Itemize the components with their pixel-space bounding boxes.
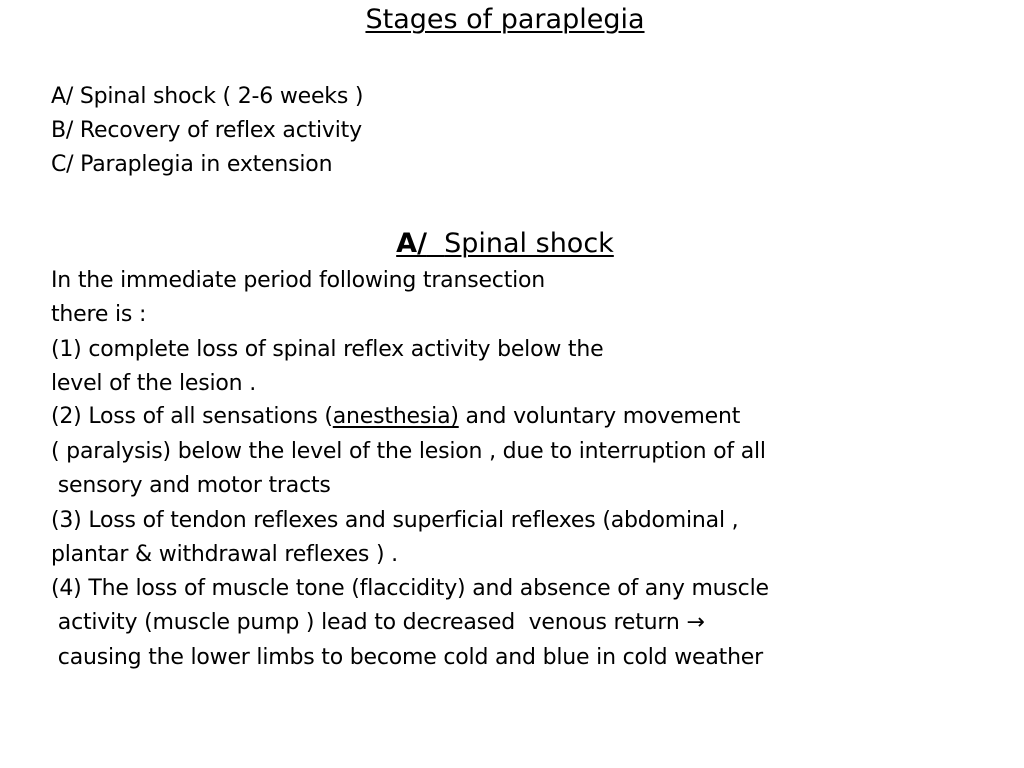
section-letter: A/ <box>396 228 427 259</box>
point-1-line-1: (1) complete loss of spinal reflex activity below the <box>51 337 604 362</box>
intro-line-1: In the immediate period following transection <box>51 268 546 293</box>
slide-title: Stages of paraplegia <box>365 4 645 35</box>
point-1-line-2: level of the lesion . <box>51 371 257 396</box>
right-arrow-icon: → <box>686 610 705 635</box>
point-2-line-2: ( paralysis) below the level of the lesion , due to interruption of all <box>51 439 766 464</box>
point-4-line-3: causing the lower limbs to become cold and blue in cold weather <box>51 645 763 670</box>
point-2-line-1 <box>51 402 740 432</box>
point-3-line-1: (3) Loss of tendon reflexes and superficial reflexes (abdominal , <box>51 508 739 533</box>
point-4-line-1: (4) The loss of muscle tone (flaccidity) and absence of any muscle <box>51 576 769 601</box>
point-2-line-3: sensory and motor tracts <box>51 473 331 498</box>
point-4-line-2 <box>51 608 705 638</box>
stage-item-a: A/ Spinal shock ( 2-6 weeks ) <box>51 84 364 109</box>
stage-item-c: C/ Paraplegia in extension <box>51 152 333 177</box>
anesthesia-term: anesthesia) <box>332 404 459 429</box>
intro-line-2: there is : <box>51 302 147 327</box>
point-4-line-2-text: activity (muscle pump ) lead to decreased venous return <box>51 610 687 635</box>
point-2-suffix: and voluntary movement <box>458 404 741 429</box>
point-3-line-2: plantar & withdrawal reflexes ) . <box>51 542 398 567</box>
section-heading <box>0 226 1010 262</box>
section-name: Spinal shock <box>444 228 614 259</box>
stage-item-b: B/ Recovery of reflex activity <box>51 118 362 143</box>
point-2-prefix: (2) Loss of all sensations ( <box>51 404 333 429</box>
